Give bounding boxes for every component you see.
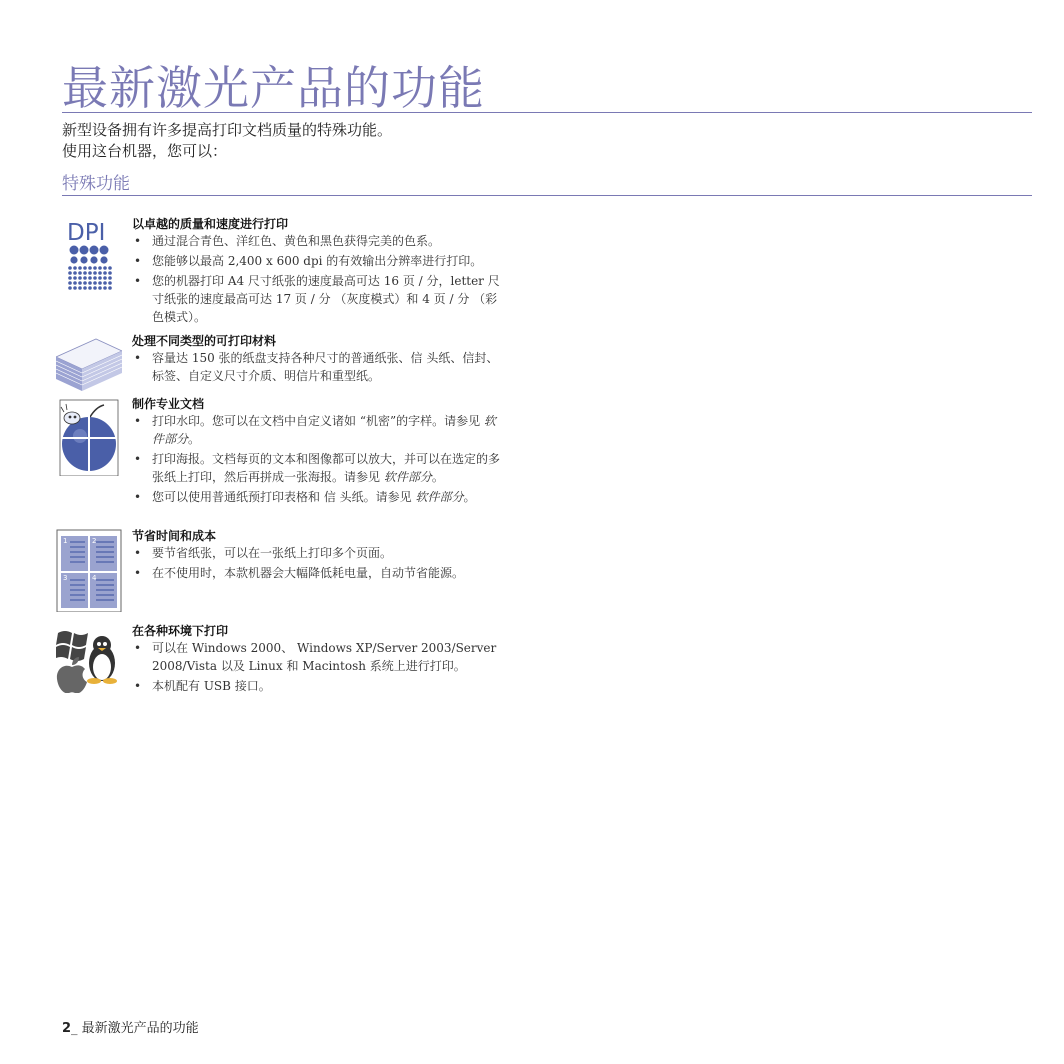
poster-apple-icon: [56, 396, 122, 462]
list-item: • 打印水印。您可以在文档中自定义诸如 “机密”的字样。请参见 软件部分。: [132, 412, 502, 448]
dpi-icon: [56, 216, 122, 282]
windows-icon: [56, 631, 88, 661]
list-item: • 通过混合青色、洋红色、黄色和黑色获得完美的色系。: [132, 232, 502, 250]
list-item: • 可以在 Windows 2000、 Windows XP/Server 2003/Server 2008/Vista 以及 Linux 和 Macintosh 系统上进行打印。: [132, 639, 502, 675]
feature-heading: 在各种环境下打印: [132, 624, 229, 638]
list-item: • 容量达 150 张的纸盘支持各种尺寸的普通纸张、信 头纸、信封、标签、自定义尺寸介质、明信片和重型纸。: [132, 349, 502, 385]
paper-stack-icon: [56, 333, 122, 399]
section-divider: [62, 195, 1032, 196]
intro-line-2: 使用这台机器，您可以：: [62, 142, 228, 160]
page-number: 2: [62, 1021, 72, 1036]
multi-page-icon: [56, 528, 122, 594]
page-number-label: 1: [63, 537, 68, 545]
feature-heading: 节省时间和成本: [132, 529, 217, 543]
feature-bullet-list: [132, 349, 502, 385]
title-divider: [62, 112, 1032, 113]
page-number-label: 3: [63, 574, 68, 582]
feature-heading: 以卓越的质量和速度进行打印: [132, 217, 289, 231]
list-item: • 您能够以最高 2,400 x 600 dpi 的有效输出分辨率进行打印。: [132, 252, 502, 270]
software-section-link[interactable]: 软件部分: [152, 414, 496, 446]
feature-bullet-list: [132, 232, 502, 326]
list-item: • 在不使用时，本款机器会大幅降低耗电量，自动节省能源。: [132, 564, 502, 582]
list-item: • 要节省纸张，可以在一张纸上打印多个页面。: [132, 544, 502, 562]
software-section-link[interactable]: 软件部分: [415, 490, 464, 504]
footer-text: _ 最新激光产品的功能: [71, 1021, 199, 1036]
apple-icon: [57, 657, 87, 693]
feature-heading: 制作专业文档: [132, 397, 205, 411]
os-logos-icon: [56, 623, 122, 689]
list-item: • 打印海报。文档每页的文本和图像都可以放大，并可以在选定的多张纸上打印，然后再拼成一张海报。请参见 软件部分。: [132, 450, 502, 486]
linux-penguin-icon: [87, 636, 117, 684]
software-section-link[interactable]: 软件部分: [383, 470, 432, 484]
intro-text: [62, 120, 392, 162]
feature-bullet-list: [132, 544, 502, 582]
page-number-label: 2: [92, 537, 97, 545]
feature-bullet-list: [132, 639, 502, 695]
list-item: • 本机配有 USB 接口。: [132, 677, 502, 695]
page-title: 最新激光产品的功能: [62, 61, 485, 115]
dpi-icon-text: DPI: [67, 220, 106, 246]
feature-heading: 处理不同类型的可打印材料: [132, 334, 277, 348]
feature-bullet-list: [132, 412, 502, 506]
list-item: • 您的机器打印 A4 尺寸纸张的速度最高可达 16 页 / 分，letter 尺寸纸张的速度最高可达 17 页 / 分 （灰度模式）和 4 页 / 分 （彩色模式）。: [132, 272, 502, 326]
page-number-label: 4: [92, 574, 97, 582]
page-footer: [62, 1017, 199, 1036]
list-item: • 您可以使用普通纸预打印表格和 信 头纸。请参见 软件部分。: [132, 488, 502, 506]
intro-line-1: 新型设备拥有许多提高打印文档质量的特殊功能。: [62, 121, 393, 139]
section-heading: 特殊功能: [62, 174, 130, 194]
